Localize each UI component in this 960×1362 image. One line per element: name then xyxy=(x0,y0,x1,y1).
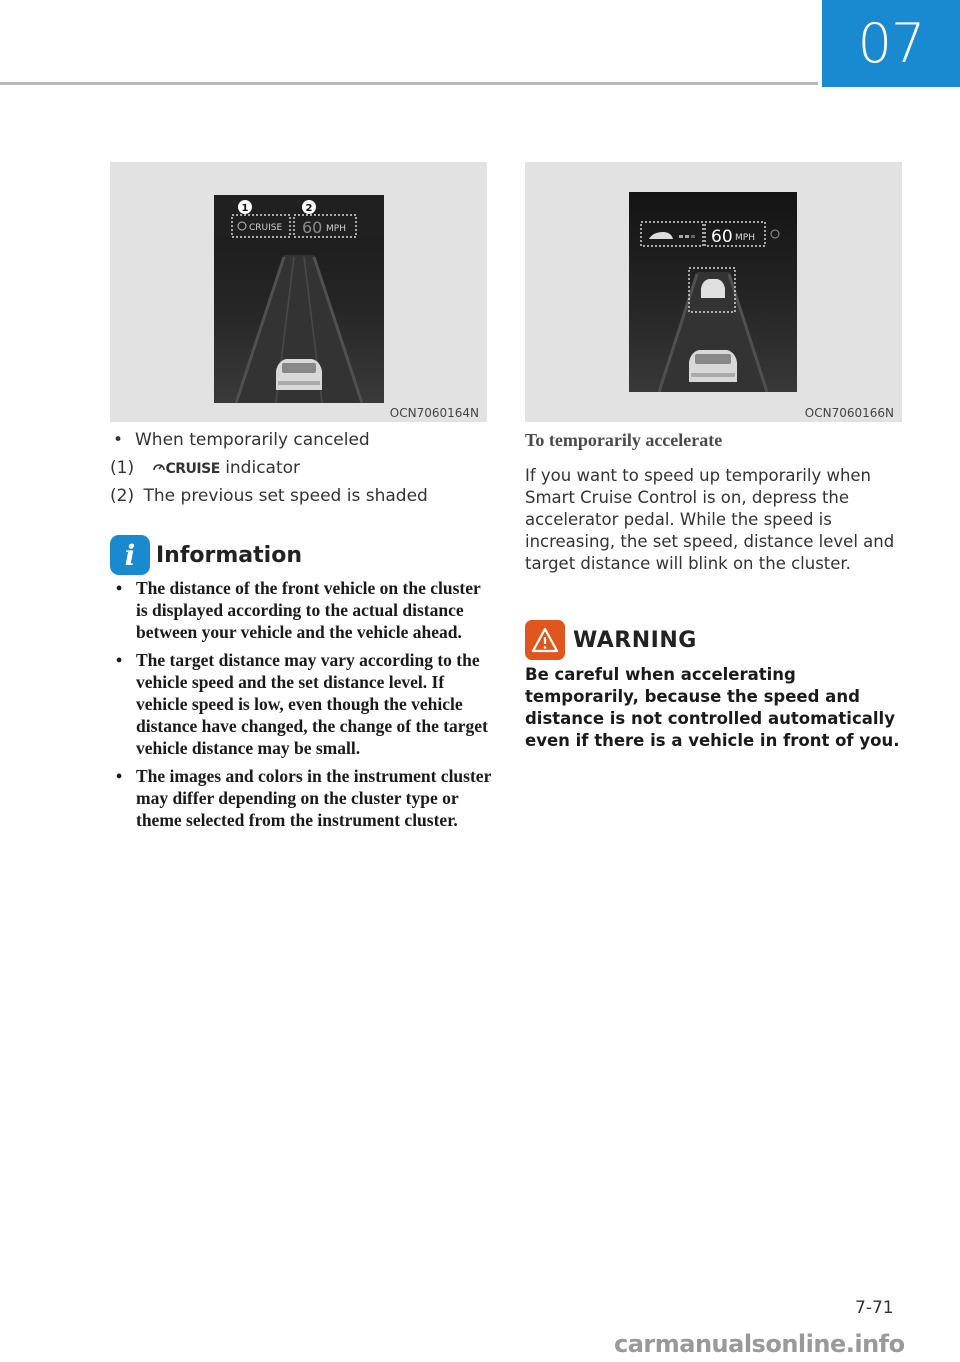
figure-temporary-accelerate xyxy=(525,162,902,422)
figure-cruise-canceled xyxy=(110,162,487,422)
item-text: The previous set speed is shaded xyxy=(143,486,428,506)
information-heading xyxy=(110,535,302,575)
warning-heading xyxy=(525,620,697,660)
chapter-tab: 07 xyxy=(822,0,960,87)
cluster-illustration xyxy=(214,195,384,403)
header-rule xyxy=(0,82,818,85)
own-vehicle-icon xyxy=(689,350,737,382)
bullet-dot: • xyxy=(113,430,124,450)
cluster-illustration xyxy=(629,192,797,392)
callout-1: 1 xyxy=(241,203,249,214)
set-speed: 60 xyxy=(302,218,323,237)
item-number: (2) xyxy=(110,486,135,506)
cruise-icon xyxy=(771,230,779,238)
speed-unit: MPH xyxy=(326,224,346,234)
warning-text: Be careful when accelerating temporarily, because the speed and distance is not controlled automatically even if there is a vehicle in front of you. xyxy=(525,665,900,750)
own-vehicle-icon xyxy=(276,359,322,390)
information-icon: i xyxy=(110,535,150,575)
cruise-label: CRUISE xyxy=(249,223,283,233)
speed-unit: MPH xyxy=(735,233,755,243)
item-number: (1) xyxy=(110,458,135,478)
distance-bar-3 xyxy=(691,235,695,238)
item-text: indicator xyxy=(225,458,301,478)
warning-icon xyxy=(525,620,565,660)
numbered-item-2 xyxy=(110,486,428,506)
body-paragraph: If you want to speed up temporarily when Smart Cruise Control is on, depress the accelerator pedal. While the speed is increasing, the set speed, distance level and target distance will blink on the cluster. xyxy=(525,466,895,573)
information-list xyxy=(110,577,495,837)
cluster-screen xyxy=(629,192,797,392)
subheading: To temporarily accelerate xyxy=(525,430,723,450)
numbered-item-1 xyxy=(110,458,300,478)
lead-vehicle-icon xyxy=(701,279,725,298)
distance-bar-1 xyxy=(679,235,683,238)
warning-title: WARNING xyxy=(573,627,697,653)
bullet-temporarily-canceled xyxy=(113,430,370,450)
cruise-indicator-icon xyxy=(152,458,166,478)
information-title: Information xyxy=(156,542,302,568)
page-number: 7-71 xyxy=(855,1298,894,1318)
list-item: • The distance of the front vehicle on the cluster is displayed according to the actual distance between your vehicle and the vehicle ahead. xyxy=(110,577,495,643)
list-item: • The images and colors in the instrument cluster may differ depending on the cluster type or theme selected from the instrument cluster. xyxy=(110,765,495,831)
set-speed: 60 xyxy=(711,227,733,247)
watermark: carmanualsonline.info xyxy=(614,1330,905,1358)
cruise-indicator-label: CRUISE xyxy=(165,461,220,477)
callout-2: 2 xyxy=(305,203,313,214)
distance-bar-2 xyxy=(685,235,689,238)
list-item: • The target distance may vary according to the vehicle speed and the set distance level. If vehicle speed is low, even though the vehicle distance have changed, the change of the target vehicle distance may be small. xyxy=(110,649,495,759)
cluster-screen xyxy=(214,195,384,403)
figure-caption: OCN7060164N xyxy=(389,406,479,420)
front-car-symbol xyxy=(649,232,673,239)
bullet-text: When temporarily canceled xyxy=(135,430,370,450)
figure-caption: OCN7060166N xyxy=(804,406,894,420)
